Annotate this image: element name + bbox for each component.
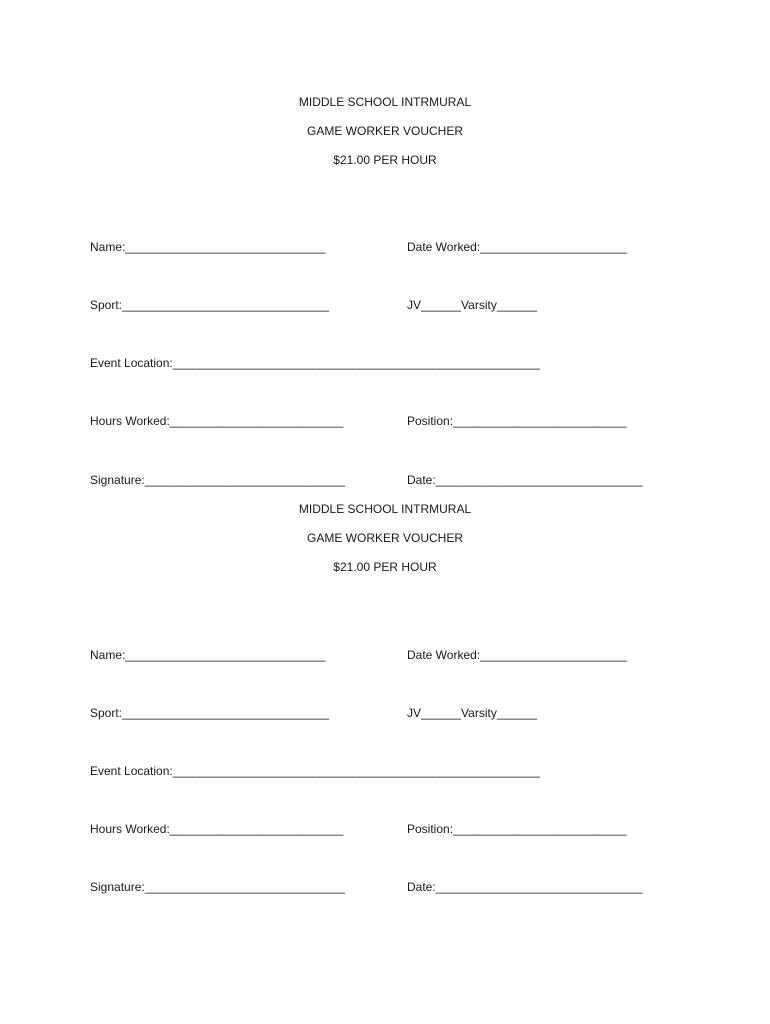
voucher-title: MIDDLE SCHOOL INTRMURAL [298,502,472,516]
voucher-title: MIDDLE SCHOOL INTRMURAL [298,95,472,109]
event-location-field: Event Location:_______________________________________________________ [90,356,540,370]
date-worked-field: Date Worked:______________________ [407,648,627,662]
hours-worked-field: Hours Worked:__________________________ [90,822,344,836]
position-field: Position:__________________________ [407,822,627,836]
hours-worked-field: Hours Worked:__________________________ [90,414,344,428]
jv-varsity-field: JV______Varsity______ [407,298,537,312]
position-field: Position:__________________________ [407,414,627,428]
event-location-field: Event Location:_______________________________________________________ [90,764,540,778]
name-field: Name:______________________________ [90,240,326,254]
voucher-rate: $21.00 PER HOUR [333,153,437,167]
date-field: Date:_______________________________ [407,473,643,487]
signature-field: Signature:______________________________ [90,473,345,487]
voucher-subtitle: GAME WORKER VOUCHER [306,531,463,545]
jv-varsity-field: JV______Varsity______ [407,706,537,720]
name-field: Name:______________________________ [90,648,326,662]
signature-field: Signature:______________________________ [90,880,345,894]
sport-field: Sport:_______________________________ [90,706,329,720]
voucher-rate: $21.00 PER HOUR [333,560,437,574]
date-field: Date:_______________________________ [407,880,643,894]
date-worked-field: Date Worked:______________________ [407,240,627,254]
voucher-subtitle: GAME WORKER VOUCHER [306,124,463,138]
sport-field: Sport:_______________________________ [90,298,329,312]
